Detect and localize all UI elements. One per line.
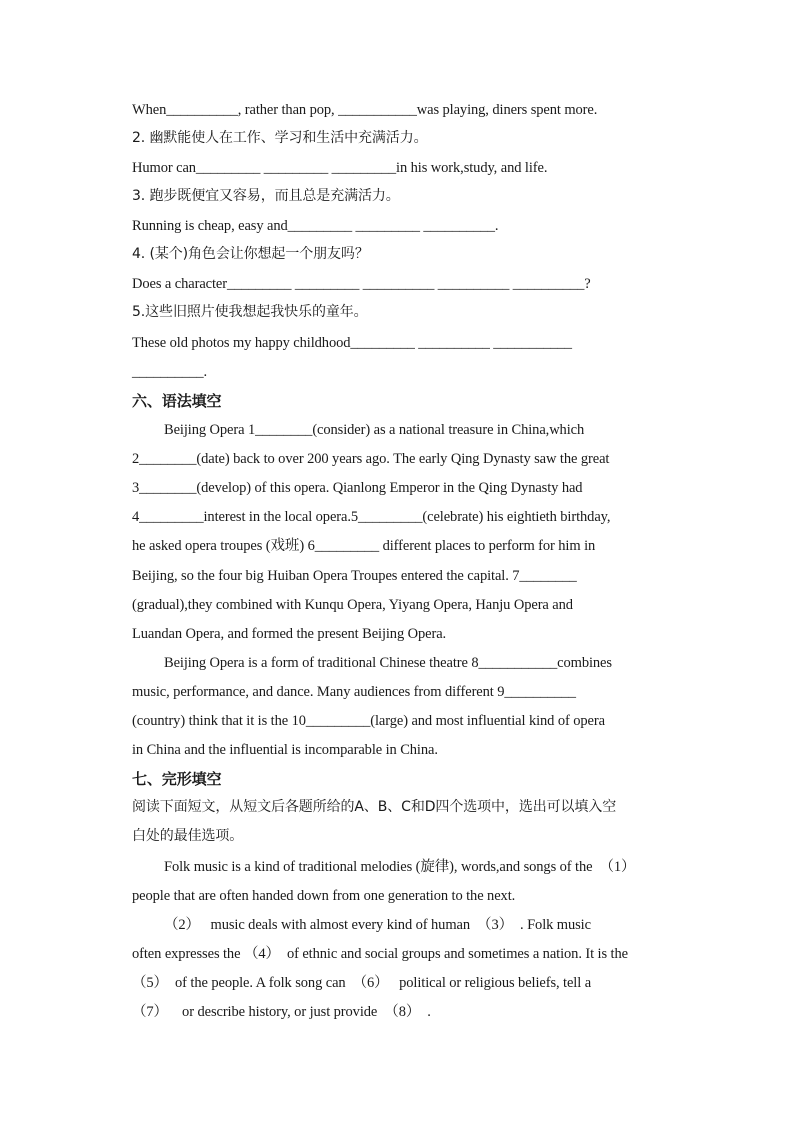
grammar-passage-line: 2________(date) back to over 200 years ago. The early Qing Dynasty saw the great: [132, 451, 610, 467]
grammar-passage-line: Beijing Opera 1________(consider) as a national treasure in China,which: [164, 422, 585, 438]
grammar-passage-line: music, performance, and dance. Many audiences from different 9__________: [132, 684, 576, 700]
grammar-passage-line: (country) think that it is the 10_________(large) and most influential kind of opera: [132, 713, 605, 729]
cloze-passage-line: people that are often handed down from one generation to the next.: [132, 888, 516, 904]
translation-item-2-english: Humor can_________ _________ _________in his work,study, and life.: [132, 160, 548, 176]
grammar-passage-line: Beijing Opera is a form of traditional Chinese theatre 8___________combines: [164, 655, 612, 671]
translation-item-3-chinese: 3. 跑步既便宜又容易，而且总是充满活力。: [132, 188, 400, 204]
translation-item-3-english: Running is cheap, easy and_________ _________ __________.: [132, 218, 499, 234]
grammar-passage-line: 3________(develop) of this opera. Qianlong Emperor in the Qing Dynasty had: [132, 480, 583, 496]
translation-item-5-chinese: 5.这些旧照片使我想起我快乐的童年。: [132, 304, 368, 320]
translation-item-5-english: These old photos my happy childhood_________ __________ ___________: [132, 335, 572, 351]
translation-item-4-chinese: 4. (某个)角色会让你想起一个朋友吗？: [132, 246, 369, 262]
cloze-passage-line: Folk music is a kind of traditional melodies (旋律), words,and songs of the （1）: [164, 859, 636, 875]
cloze-passage-line: （2） music deals with almost every kind of human （3） . Folk music: [164, 917, 591, 933]
grammar-passage-line: Beijing, so the four big Huiban Opera Troupes entered the capital. 7________: [132, 568, 577, 584]
grammar-passage-line: in China and the influential is incomparable in China.: [132, 742, 438, 758]
grammar-passage-line: (gradual),they combined with Kunqu Opera, Yiyang Opera, Hanju Opera and: [132, 597, 573, 613]
cloze-passage-line: （5） of the people. A folk song can （6） political or religious beliefs, tell a: [132, 975, 592, 991]
section-heading-cloze: 七、完形填空: [132, 770, 222, 788]
cloze-instructions: 阅读下面短文，从短文后各题所给的A、B、C和D四个选项中，选出可以填入空: [132, 799, 617, 815]
section-heading-grammar-fill: 六、语法填空: [132, 392, 222, 410]
cloze-instructions-cont: 白处的最佳选项。: [132, 828, 244, 844]
translation-item-4-english: Does a character_________ _________ __________ __________ __________?: [132, 276, 591, 292]
cloze-passage-line: （7） or describe history, or just provide （8） .: [132, 1004, 431, 1020]
translation-item-1-english: When__________, rather than pop, ___________was playing, diners spent more.: [132, 102, 598, 118]
translation-item-5-english-cont: __________.: [132, 364, 208, 380]
grammar-passage-line: Luandan Opera, and formed the present Beijing Opera.: [132, 626, 447, 642]
grammar-passage-line: 4_________interest in the local opera.5_________(celebrate) his eightieth birthday,: [132, 509, 611, 525]
grammar-passage-line: he asked opera troupes (戏班) 6_________ different places to perform for him in: [132, 538, 596, 554]
translation-item-2-chinese: 2. 幽默能使人在工作、学习和生活中充满活力。: [132, 130, 428, 146]
cloze-passage-line: often expresses the （4） of ethnic and social groups and sometimes a nation. It is the: [132, 946, 628, 962]
